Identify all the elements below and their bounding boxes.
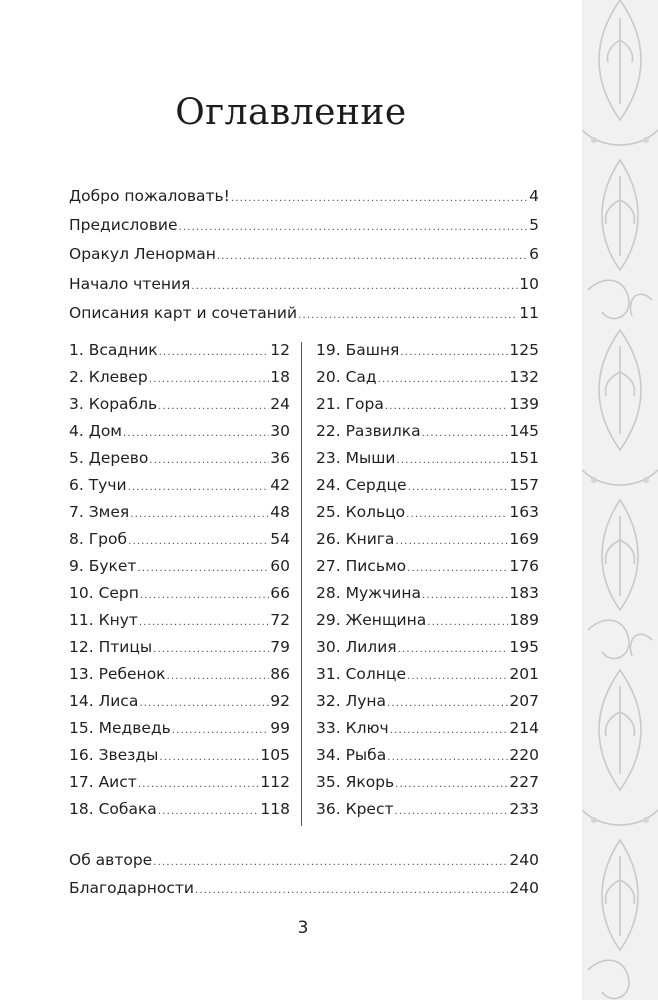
dot-leader [158, 802, 260, 822]
dot-leader [406, 505, 508, 525]
toc-entry-label: 21. Гора [316, 395, 384, 413]
dot-leader [139, 613, 269, 633]
toc-card-entry[interactable] [316, 799, 539, 822]
toc-entry-label: Благодарности [69, 879, 194, 897]
toc-entry-page: 4 [529, 187, 539, 205]
dot-leader [395, 802, 509, 822]
page-title: Оглавление [175, 92, 407, 133]
dot-leader [396, 451, 508, 471]
toc-entry[interactable] [69, 850, 539, 873]
toc-card-entry[interactable] [316, 637, 539, 660]
toc-card-entry[interactable] [69, 637, 290, 660]
dot-leader [158, 397, 269, 417]
toc-card-entry[interactable] [69, 745, 290, 768]
toc-card-entry[interactable] [69, 367, 290, 390]
toc-entry-page: 11 [519, 303, 539, 322]
toc-entry-page: 240 [509, 879, 539, 897]
toc-entry-label: 10. Серп [69, 584, 139, 602]
toc-entry-page: 176 [509, 557, 539, 575]
toc-card-entry[interactable] [69, 340, 290, 363]
dot-leader [123, 424, 269, 444]
dot-leader [130, 505, 269, 525]
dot-leader [407, 667, 508, 687]
toc-entry-page: 54 [270, 530, 290, 548]
dot-leader [298, 306, 518, 326]
dot-leader [140, 586, 269, 606]
toc-card-entry[interactable] [316, 691, 539, 714]
leaf-ornament-icon [582, 0, 658, 1000]
toc-entry-page: 60 [270, 557, 290, 575]
toc-card-entry[interactable] [316, 367, 539, 390]
toc-entry-page: 183 [509, 584, 539, 602]
toc-entry-page: 92 [270, 692, 290, 710]
toc-entry-page: 157 [509, 476, 539, 494]
toc-entry-label: 26. Книга [316, 530, 395, 548]
toc-card-entry[interactable] [316, 664, 539, 687]
dot-leader [149, 451, 269, 471]
dot-leader [167, 667, 270, 687]
toc-entry-label: 11. Кнут [69, 611, 138, 629]
toc-card-entry[interactable] [69, 529, 290, 552]
dot-leader [395, 775, 508, 795]
dot-leader [231, 189, 528, 209]
toc-entry-page: 233 [509, 800, 539, 818]
column-divider [301, 342, 302, 826]
toc-entry-page: 42 [270, 476, 290, 494]
dot-leader [139, 694, 269, 714]
dot-leader [159, 343, 270, 363]
page-number: 3 [297, 918, 309, 938]
toc-card-entry[interactable] [316, 502, 539, 525]
toc-entry[interactable] [69, 274, 539, 297]
toc-entry[interactable] [69, 303, 539, 326]
toc-entry-label: 2. Клевер [69, 368, 148, 386]
toc-card-entry[interactable] [316, 772, 539, 795]
decorative-ornament-border [582, 0, 658, 1000]
toc-entry-page: 12 [270, 341, 290, 359]
toc-card-entry[interactable] [69, 799, 290, 822]
toc-card-entry[interactable] [316, 529, 539, 552]
toc-entry-label: 24. Сердце [316, 476, 407, 494]
toc-entry-label: 5. Дерево [69, 449, 149, 467]
toc-card-entry[interactable] [69, 610, 290, 633]
dot-leader [387, 748, 508, 768]
toc-entry-page: 66 [270, 584, 290, 602]
toc-entry-label: Предисловие [69, 216, 178, 235]
dot-leader [387, 694, 508, 714]
toc-entry-label: 20. Сад [316, 368, 377, 386]
toc-entry-label: 28. Мужчина [316, 584, 421, 602]
toc-entry-label: Добро пожаловать! [69, 187, 230, 205]
dot-leader [407, 559, 508, 579]
toc-entry-label: 18. Собака [69, 800, 157, 818]
dot-leader [153, 853, 508, 873]
toc-entry-label: 12. Птицы [69, 638, 153, 656]
toc-card-entry[interactable] [69, 556, 290, 579]
toc-entry-label: Об авторе [69, 851, 153, 869]
toc-entry-page: 6 [529, 245, 539, 264]
toc-entry-label: 27. Письмо [316, 557, 407, 575]
toc-entry-page: 18 [270, 368, 290, 386]
dot-leader [217, 247, 528, 267]
toc-card-entry[interactable] [69, 421, 290, 444]
dot-leader [422, 586, 508, 606]
toc-entry-page: 139 [509, 395, 539, 413]
toc-card-entry[interactable] [316, 556, 539, 579]
toc-entry-label: 29. Женщина [316, 611, 427, 629]
dot-leader [153, 640, 269, 660]
toc-card-entry[interactable] [316, 583, 539, 606]
toc-entry-label: 8. Гроб [69, 530, 128, 548]
toc-entry-page: 227 [509, 773, 539, 791]
dot-leader [427, 613, 508, 633]
toc-entry-label: 16. Звезды [69, 746, 159, 764]
toc-card-entry[interactable] [316, 421, 539, 444]
toc-card-entry[interactable] [69, 502, 290, 525]
toc-card-entry[interactable] [316, 475, 539, 498]
toc-entry-page: 189 [509, 611, 539, 629]
dot-leader [400, 343, 508, 363]
toc-entry[interactable] [69, 244, 539, 267]
toc-entry-page: 112 [260, 773, 290, 791]
toc-entry-label: 1. Всадник [69, 341, 158, 359]
toc-entry-label: 3. Корабль [69, 395, 158, 413]
toc-card-entry[interactable] [316, 340, 539, 363]
toc-entry-label: Начало чтения [69, 274, 191, 293]
toc-entry-label: 32. Луна [316, 692, 387, 710]
toc-entry-page: 10 [519, 274, 539, 293]
toc-card-entry[interactable] [69, 394, 290, 417]
toc-entry-label: 22. Развилка [316, 422, 421, 440]
toc-entry-page: 201 [509, 665, 539, 683]
toc-card-entry[interactable] [69, 475, 290, 498]
toc-entry-label: 6. Тучи [69, 476, 127, 494]
dot-leader [408, 478, 509, 498]
toc-card-entry[interactable] [316, 718, 539, 741]
toc-entry-page: 118 [260, 800, 290, 818]
toc-entry-page: 132 [509, 368, 539, 386]
toc-entry-page: 99 [270, 719, 290, 737]
toc-entry-page: 24 [270, 395, 290, 413]
toc-entry-page: 214 [509, 719, 539, 737]
toc-card-entry[interactable] [69, 691, 290, 714]
toc-entry-label: 15. Медведь [69, 719, 171, 737]
toc-entry-label: 9. Букет [69, 557, 137, 575]
toc-entry-label: 33. Ключ [316, 719, 389, 737]
dot-leader [159, 748, 259, 768]
toc-entry-page: 79 [270, 638, 290, 656]
toc-entry-page: 86 [270, 665, 290, 683]
toc-card-entry[interactable] [69, 583, 290, 606]
toc-entry-label: 34. Рыба [316, 746, 387, 764]
toc-entry-page: 220 [509, 746, 539, 764]
dot-leader [191, 277, 518, 297]
toc-entry[interactable] [69, 215, 539, 238]
toc-entry-label: 23. Мыши [316, 449, 396, 467]
toc-entry-page: 145 [509, 422, 539, 440]
toc-entry-label: 36. Крест [316, 800, 394, 818]
toc-entry-page: 169 [509, 530, 539, 548]
toc-entry-label: 30. Лилия [316, 638, 397, 656]
dot-leader [390, 721, 509, 741]
toc-entry-label: Описания карт и сочетаний [69, 303, 298, 322]
toc-entry-label: 17. Аист [69, 773, 137, 791]
toc-card-entry[interactable] [69, 772, 290, 795]
toc-card-entry[interactable] [316, 394, 539, 417]
dot-leader [178, 218, 528, 238]
toc-entry[interactable] [69, 186, 539, 209]
toc-entry[interactable] [69, 878, 539, 901]
dot-leader [385, 397, 509, 417]
dot-leader [128, 478, 270, 498]
toc-entry-label: 4. Дом [69, 422, 123, 440]
toc-entry-page: 30 [270, 422, 290, 440]
toc-entry-label: 35. Якорь [316, 773, 395, 791]
dot-leader [137, 559, 269, 579]
toc-entry-page: 48 [270, 503, 290, 521]
toc-card-entry[interactable] [316, 448, 539, 471]
dot-leader [172, 721, 270, 741]
dot-leader [128, 532, 269, 552]
toc-card-entry[interactable] [316, 610, 539, 633]
toc-entry-label: 25. Кольцо [316, 503, 406, 521]
toc-entry-page: 163 [509, 503, 539, 521]
toc-entry-page: 195 [509, 638, 539, 656]
toc-card-entry[interactable] [69, 664, 290, 687]
dot-leader [149, 370, 270, 390]
toc-entry-label: 13. Ребенок [69, 665, 166, 683]
dot-leader [422, 424, 509, 444]
toc-entry-page: 72 [270, 611, 290, 629]
toc-card-entry[interactable] [69, 448, 290, 471]
toc-entry-page: 36 [270, 449, 290, 467]
toc-entry-label: 14. Лиса [69, 692, 139, 710]
toc-entry-page: 105 [260, 746, 290, 764]
toc-entry-page: 207 [509, 692, 539, 710]
dot-leader [138, 775, 260, 795]
toc-entry-label: 7. Змея [69, 503, 130, 521]
dot-leader [378, 370, 509, 390]
toc-entry-label: 19. Башня [316, 341, 400, 359]
toc-entry-page: 240 [509, 851, 539, 869]
dot-leader [395, 532, 508, 552]
dot-leader [195, 881, 508, 901]
toc-entry-label: Оракул Ленорман [69, 245, 216, 264]
toc-entry-page: 125 [509, 341, 539, 359]
toc-card-entry[interactable] [316, 745, 539, 768]
toc-card-entry[interactable] [69, 718, 290, 741]
toc-entry-page: 5 [529, 216, 539, 235]
dot-leader [398, 640, 509, 660]
toc-entry-label: 31. Солнце [316, 665, 407, 683]
toc-entry-page: 151 [509, 449, 539, 467]
